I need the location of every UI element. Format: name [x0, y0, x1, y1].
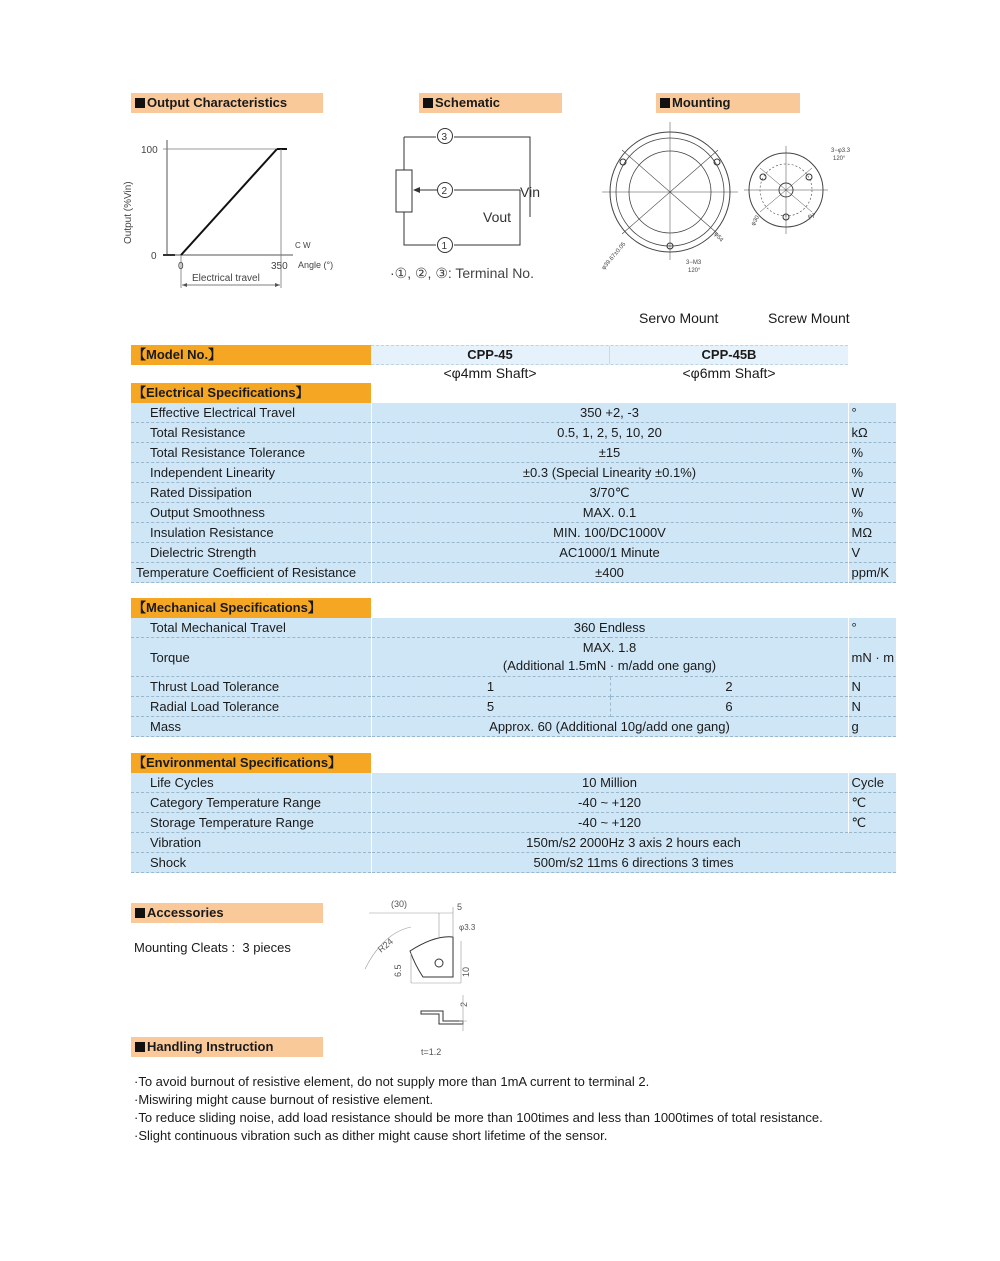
- spec-value: 500m/s2 11ms 6 directions 3 times: [371, 853, 896, 873]
- spec-value: MAX. 1.8: [582, 640, 637, 655]
- model-no-label: 【Model No.】: [131, 345, 371, 365]
- vout-label: Vout: [483, 209, 512, 225]
- spec-value: Approx. 60 (Additional 10g/add one gang): [371, 717, 848, 737]
- handling-note: ·Slight continuous vibration such as dither might cause short lifetime of the sensor.: [134, 1128, 608, 1143]
- terminal-2-label: 2: [441, 186, 448, 197]
- spec-value-a: 1: [371, 677, 610, 697]
- table-row: [131, 543, 896, 563]
- y-tick-0: 0: [151, 251, 157, 262]
- spec-unit: N: [848, 697, 896, 717]
- cleats-qty: 3 pieces: [242, 940, 291, 955]
- spec-label: Category Temperature Range: [131, 793, 371, 813]
- spec-label: Mass: [131, 717, 371, 737]
- spec-value: 0.5, 1, 2, 5, 10, 20: [371, 423, 848, 443]
- cleat-dim-2: 2: [459, 1001, 469, 1007]
- handling-note: ·Miswiring might cause burnout of resistive element.: [134, 1092, 434, 1107]
- square-bullet-icon: [135, 908, 145, 918]
- screw-33-label: 3−φ3.3: [831, 148, 851, 154]
- spec-value: 360 Endless: [371, 618, 848, 638]
- spec-value: ±0.3 (Special Linearity ±0.1%): [371, 463, 848, 483]
- spec-unit: °: [848, 403, 896, 423]
- spec-unit: %: [848, 503, 896, 523]
- table-row: [131, 618, 896, 638]
- servo-m3-label: 3−M3: [686, 260, 702, 266]
- spec-unit: g: [848, 717, 896, 737]
- spec-label: Independent Linearity: [131, 463, 371, 483]
- spec-value: -40 ~ +120: [371, 813, 848, 833]
- spec-unit: °: [848, 618, 896, 638]
- y-tick-100: 100: [141, 145, 158, 156]
- arrow-right-icon: [275, 283, 280, 287]
- table-row: [131, 833, 896, 853]
- electrical-spec-table: [131, 403, 897, 583]
- header-label: Mounting: [672, 95, 731, 110]
- cleat-dim-65: 6.5: [393, 964, 403, 977]
- spec-value-b: 2: [610, 677, 848, 697]
- spec-value: 150m/s2 2000Hz 3 axis 2 hours each: [371, 833, 896, 853]
- spec-label: Total Mechanical Travel: [131, 618, 371, 638]
- table-row: [131, 483, 896, 503]
- output-line: [181, 149, 277, 255]
- screw-120-label: 120°: [833, 156, 846, 162]
- spec-value: MAX. 0.1: [371, 503, 848, 523]
- table-row: [131, 563, 896, 583]
- cleat-dim-10: 10: [461, 966, 471, 977]
- spec-label: Life Cycles: [131, 773, 371, 793]
- square-bullet-icon: [135, 1042, 145, 1052]
- spec-value: 350 +2, -3: [371, 403, 848, 423]
- spec-value: MIN. 100/DC1000V: [371, 523, 848, 543]
- mounting-cleats-label: [134, 940, 291, 955]
- spec-label: Total Resistance: [131, 423, 371, 443]
- spec-value-b: 6: [610, 697, 848, 717]
- header-label: Output Characteristics: [147, 95, 288, 110]
- spec-label: Storage Temperature Range: [131, 813, 371, 833]
- spec-unit: kΩ: [848, 423, 896, 443]
- cleat-side-dims: [459, 995, 467, 1031]
- spec-value: -40 ~ +120: [371, 793, 848, 813]
- model-a-shaft: <φ4mm Shaft>: [443, 365, 537, 381]
- y-axis-label: Output (%Vin): [123, 181, 134, 244]
- x-tick-350: 350: [271, 261, 288, 272]
- spec-unit: W: [848, 483, 896, 503]
- model-a-label: CPP-45: [467, 347, 513, 362]
- table-row: [131, 793, 896, 813]
- square-bullet-icon: [660, 98, 670, 108]
- spec-label: Insulation Resistance: [131, 523, 371, 543]
- square-bullet-icon: [135, 98, 145, 108]
- table-row: [131, 463, 896, 483]
- spec-label: Effective Electrical Travel: [131, 403, 371, 423]
- table-row: [131, 503, 896, 523]
- mechanical-spec-table: [131, 618, 897, 737]
- table-row: [131, 773, 896, 793]
- spec-label: Shock: [131, 853, 371, 873]
- square-bullet-icon: [423, 98, 433, 108]
- spec-label: Thrust Load Tolerance: [131, 677, 371, 697]
- environmental-spec-table: [131, 773, 897, 873]
- table-row: [131, 813, 896, 833]
- spec-unit: ppm/K: [848, 563, 896, 583]
- handling-header: [131, 1037, 323, 1057]
- cleat-dim-5: 5: [457, 902, 463, 912]
- arrow-left-icon: [182, 283, 187, 287]
- spec-label: Vibration: [131, 833, 371, 853]
- spec-unit: MΩ: [848, 523, 896, 543]
- angle-label: Angle (°): [298, 260, 334, 270]
- table-row: [131, 677, 896, 697]
- spec-unit: %: [848, 463, 896, 483]
- wiper-arrow-icon: [413, 187, 420, 193]
- spec-value: 10 Million: [371, 773, 848, 793]
- servo-mount-label: Servo Mount: [639, 310, 719, 326]
- spec-unit: N: [848, 677, 896, 697]
- servo-dia-label: φ39.67±0.05: [600, 241, 628, 272]
- cleats-label: Mounting Cleats :: [134, 940, 236, 955]
- table-row: [131, 717, 896, 737]
- mounting-cleat-drawing: [355, 893, 490, 1058]
- electrical-travel-label: Electrical travel: [192, 273, 260, 284]
- cleat-outline: [410, 937, 453, 977]
- cleat-dim-30: (30): [391, 899, 408, 909]
- spec-label: Total Resistance Tolerance: [131, 443, 371, 463]
- schematic-wire: [404, 137, 530, 245]
- model-header-row: [371, 345, 848, 365]
- accessories-header: [131, 903, 323, 923]
- spec-label: Output Smoothness: [131, 503, 371, 523]
- spec-unit: %: [848, 443, 896, 463]
- model-b-shaft: <φ6mm Shaft>: [682, 365, 776, 381]
- torque-value-cell: [371, 638, 848, 677]
- terminal-legend: ·①, ②, ③: Terminal No.: [390, 265, 534, 281]
- table-row: [131, 423, 896, 443]
- servo-54-label: φ54: [712, 231, 724, 244]
- environmental-section-title: 【Environmental Specifications】: [131, 753, 371, 773]
- cw-label: C W: [295, 241, 311, 250]
- spec-label: Torque: [131, 638, 371, 677]
- table-row: [131, 853, 896, 873]
- cleat-dim-r24: R24: [375, 936, 395, 955]
- mounting-header: [656, 93, 800, 113]
- screw-mount-label: Screw Mount: [768, 310, 850, 326]
- spec-label: Temperature Coefficient of Resistance: [131, 563, 371, 583]
- cleat-side-view: [421, 1011, 463, 1024]
- table-row: [131, 523, 896, 543]
- cleat-dim-33: φ3.3: [459, 923, 476, 932]
- resistor-symbol: [396, 170, 412, 212]
- header-label: Handling Instruction: [147, 1039, 274, 1054]
- schematic-header: [419, 93, 562, 113]
- vin-label: Vin: [520, 184, 540, 200]
- handling-note: ·To avoid burnout of resistive element, do not supply more than 1mA current to terminal 2.: [134, 1074, 650, 1089]
- spec-label: Rated Dissipation: [131, 483, 371, 503]
- output-characteristics-diagram: [115, 132, 355, 292]
- spec-value-note: (Additional 1.5mN · m/add one gang): [502, 658, 717, 673]
- spec-value: ±15: [371, 443, 848, 463]
- terminal-3-label: 3: [441, 132, 448, 143]
- spec-unit: ℃: [848, 793, 896, 813]
- table-row: [131, 443, 896, 463]
- header-label: Accessories: [147, 905, 224, 920]
- screw-7-label: φ7: [808, 214, 816, 220]
- spec-unit: Cycle: [848, 773, 896, 793]
- electrical-section-title: 【Electrical Specifications】: [131, 383, 371, 403]
- servo-120-label: 120°: [688, 268, 701, 274]
- screw-hole-1: [760, 174, 766, 180]
- schematic-diagram: [390, 122, 570, 287]
- mechanical-section-title: 【Mechanical Specifications】: [131, 598, 371, 618]
- servo-mount-drawing: [592, 120, 742, 280]
- table-row: [131, 697, 896, 717]
- spec-label: Dielectric Strength: [131, 543, 371, 563]
- spec-value: AC1000/1 Minute: [371, 543, 848, 563]
- spec-value: ±400: [371, 563, 848, 583]
- spec-unit: ℃: [848, 813, 896, 833]
- screw-mount-drawing: [742, 140, 864, 240]
- cleat-thickness: t=1.2: [421, 1047, 442, 1057]
- table-row: [131, 403, 896, 423]
- screw-30-label: φ30: [750, 214, 762, 227]
- cleat-hole: [435, 959, 443, 967]
- spec-label: Radial Load Tolerance: [131, 697, 371, 717]
- terminal-1-label: 1: [441, 241, 448, 252]
- x-tick-0: 0: [178, 261, 184, 272]
- output-characteristics-header: [131, 93, 323, 113]
- spec-value: 3/70℃: [371, 483, 848, 503]
- spec-value-a: 5: [371, 697, 610, 717]
- spec-unit: mN · m: [848, 638, 896, 677]
- header-label: Schematic: [435, 95, 501, 110]
- spec-unit: V: [848, 543, 896, 563]
- table-row: [131, 638, 896, 677]
- screw-hole-2: [806, 174, 812, 180]
- model-b-label: CPP-45B: [701, 347, 757, 362]
- handling-note: ·To reduce sliding noise, add load resistance should be more than 100times and less than 1000times of total resistance.: [134, 1110, 823, 1125]
